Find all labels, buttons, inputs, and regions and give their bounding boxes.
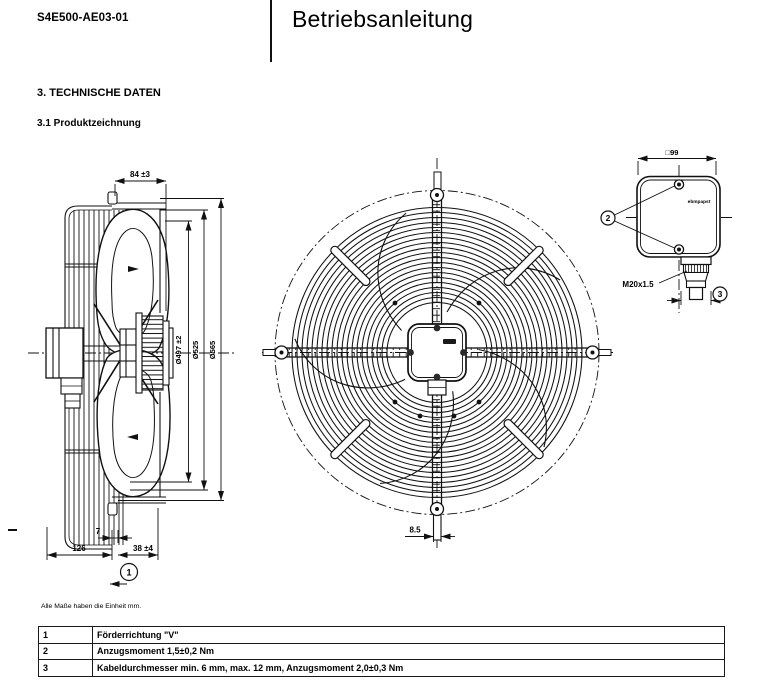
dim-square-label: □99 xyxy=(665,148,679,157)
thread-leader xyxy=(659,271,687,283)
dim-clearance-label: 7 xyxy=(95,527,101,536)
dim-mount-depth-label: 38 ±4 xyxy=(133,544,153,553)
subsection-heading: 3.1 Produktzeichnung xyxy=(37,118,141,129)
balloon-2-label: 2 xyxy=(605,213,611,223)
row-text: Förderrichtung "V" xyxy=(93,627,725,644)
row-text: Kabeldurchmesser min. 6 mm, max. 12 mm, Anzugsmoment 2,0±0,3 Nm xyxy=(93,660,725,677)
terminal-box-logo: ebmpapst xyxy=(687,200,711,205)
part-number: S4E500-AE03-01 xyxy=(37,12,129,24)
hub-box xyxy=(407,324,467,395)
page-title: Betriebsanleitung xyxy=(292,6,474,32)
dim-guard-dia-label: Ø525 xyxy=(191,340,200,360)
dim-overall-dia-label: Ø565 xyxy=(208,340,217,360)
balloon-3-label: 3 xyxy=(717,289,723,299)
legend-table xyxy=(38,626,725,677)
dim-square xyxy=(638,159,716,176)
row-number: 3 xyxy=(39,660,93,677)
terminal-box-detail xyxy=(601,159,732,314)
cable-gland xyxy=(681,257,711,300)
table-row xyxy=(39,660,725,677)
side-view xyxy=(8,181,236,584)
units-note: Alle Maße haben die Einheit mm. xyxy=(41,603,142,610)
section-heading: 3. TECHNISCHE DATEN xyxy=(37,87,161,99)
ebmpapst-logo-mark xyxy=(443,339,456,344)
row-text: Anzugsmoment 1,5±0,2 Nm xyxy=(93,643,725,660)
dim-box-depth-label: 126 xyxy=(72,544,86,553)
thread-label: M20x1.5 xyxy=(622,280,654,289)
row-number: 1 xyxy=(39,627,93,644)
table-row xyxy=(39,643,725,660)
balloon-1-label: 1 xyxy=(126,567,132,578)
terminal-box-side xyxy=(46,328,83,408)
row-number: 2 xyxy=(39,643,93,660)
dim-depth-label: 84 ±3 xyxy=(130,170,150,179)
dim-strut-width-label: 8.5 xyxy=(409,525,421,535)
dim-impeller-dia-label: Ø497 ±2 xyxy=(174,335,183,365)
front-view xyxy=(262,158,613,548)
table-row xyxy=(39,627,725,644)
